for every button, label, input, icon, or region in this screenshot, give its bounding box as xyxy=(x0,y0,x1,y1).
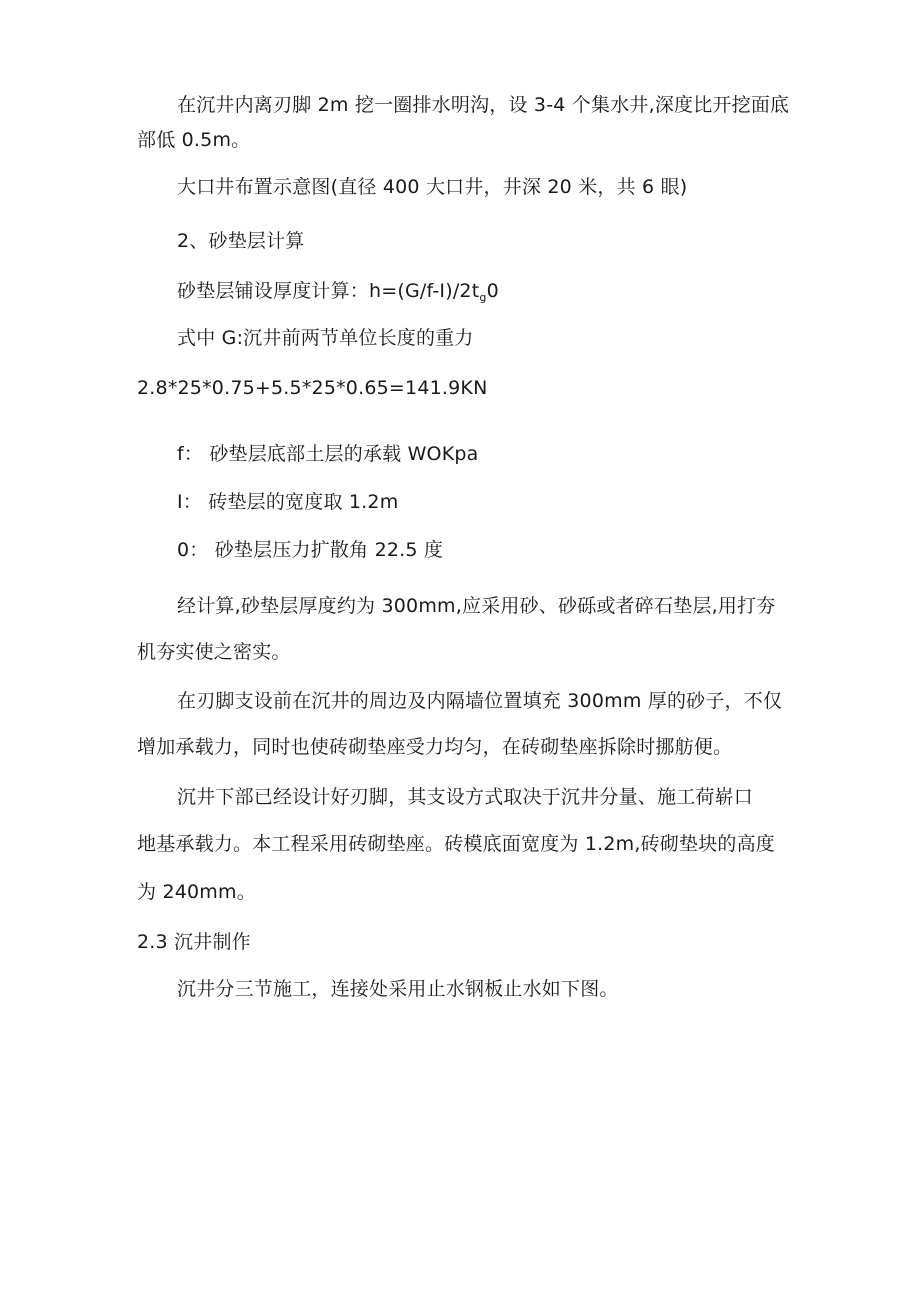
definition-line: 0： 砂垫层压力扩散角 22.5 度 xyxy=(177,539,444,561)
paragraph-line: 在沉井内离刃脚 2m 挖一圈排水明沟，设 3-4 个集水井,深度比开挖面底 xyxy=(177,94,790,116)
definition-line: f： 砂垫层底部土层的承载 WOKpa xyxy=(177,443,479,465)
section-heading: 2.3 沉井制作 xyxy=(137,931,251,953)
paragraph-line: 地基承载力。本工程采用砖砌垫座。砖模底面宽度为 1.2m,砖砌垫块的高度 xyxy=(137,833,776,855)
paragraph-line: 部低 0.5m。 xyxy=(137,129,251,151)
paragraph-line: 大口井布置示意图(直径 400 大口井，井深 20 米，共 6 眼) xyxy=(177,176,688,198)
paragraph-line: 为 240mm。 xyxy=(137,881,256,903)
paragraph-line: 经计算,砂垫层厚度约为 300mm,应采用砂、砂砾或者碎石垫层,用打夯 xyxy=(177,595,776,617)
paragraph-line: 式中 G:沉井前两节单位长度的重力 xyxy=(177,327,474,349)
paragraph-line: 机夯实使之密实。 xyxy=(137,641,291,663)
paragraph-line: 增加承载力，同时也使砖砌垫座受力均匀，在砖砌垫座拆除时挪舫便。 xyxy=(137,736,733,758)
formula-line xyxy=(177,278,499,311)
formula-symbol: 0 xyxy=(486,280,499,302)
calculation-line: 2.8*25*0.75+5.5*25*0.65=141.9KN xyxy=(137,377,488,399)
paragraph-line: 在刃脚支设前在沉井的周边及内隔墙位置填充 300mm 厚的砂子，不仅 xyxy=(177,690,783,712)
paragraph-line: 沉井分三节施工，连接处采用止水钢板止水如下图。 xyxy=(177,978,619,1000)
section-heading: 2、砂垫层计算 xyxy=(177,230,305,252)
definition-line: I： 砖垫层的宽度取 1.2m xyxy=(177,491,399,513)
paragraph-line: 沉井下部已经设计好刃脚，其支设方式取决于沉井分量、施工荷崭口 xyxy=(177,786,754,808)
formula-text: 砂垫层铺设厚度计算：h=(G/f-I)/2t xyxy=(177,280,480,302)
formula-subscript: g xyxy=(479,291,487,304)
